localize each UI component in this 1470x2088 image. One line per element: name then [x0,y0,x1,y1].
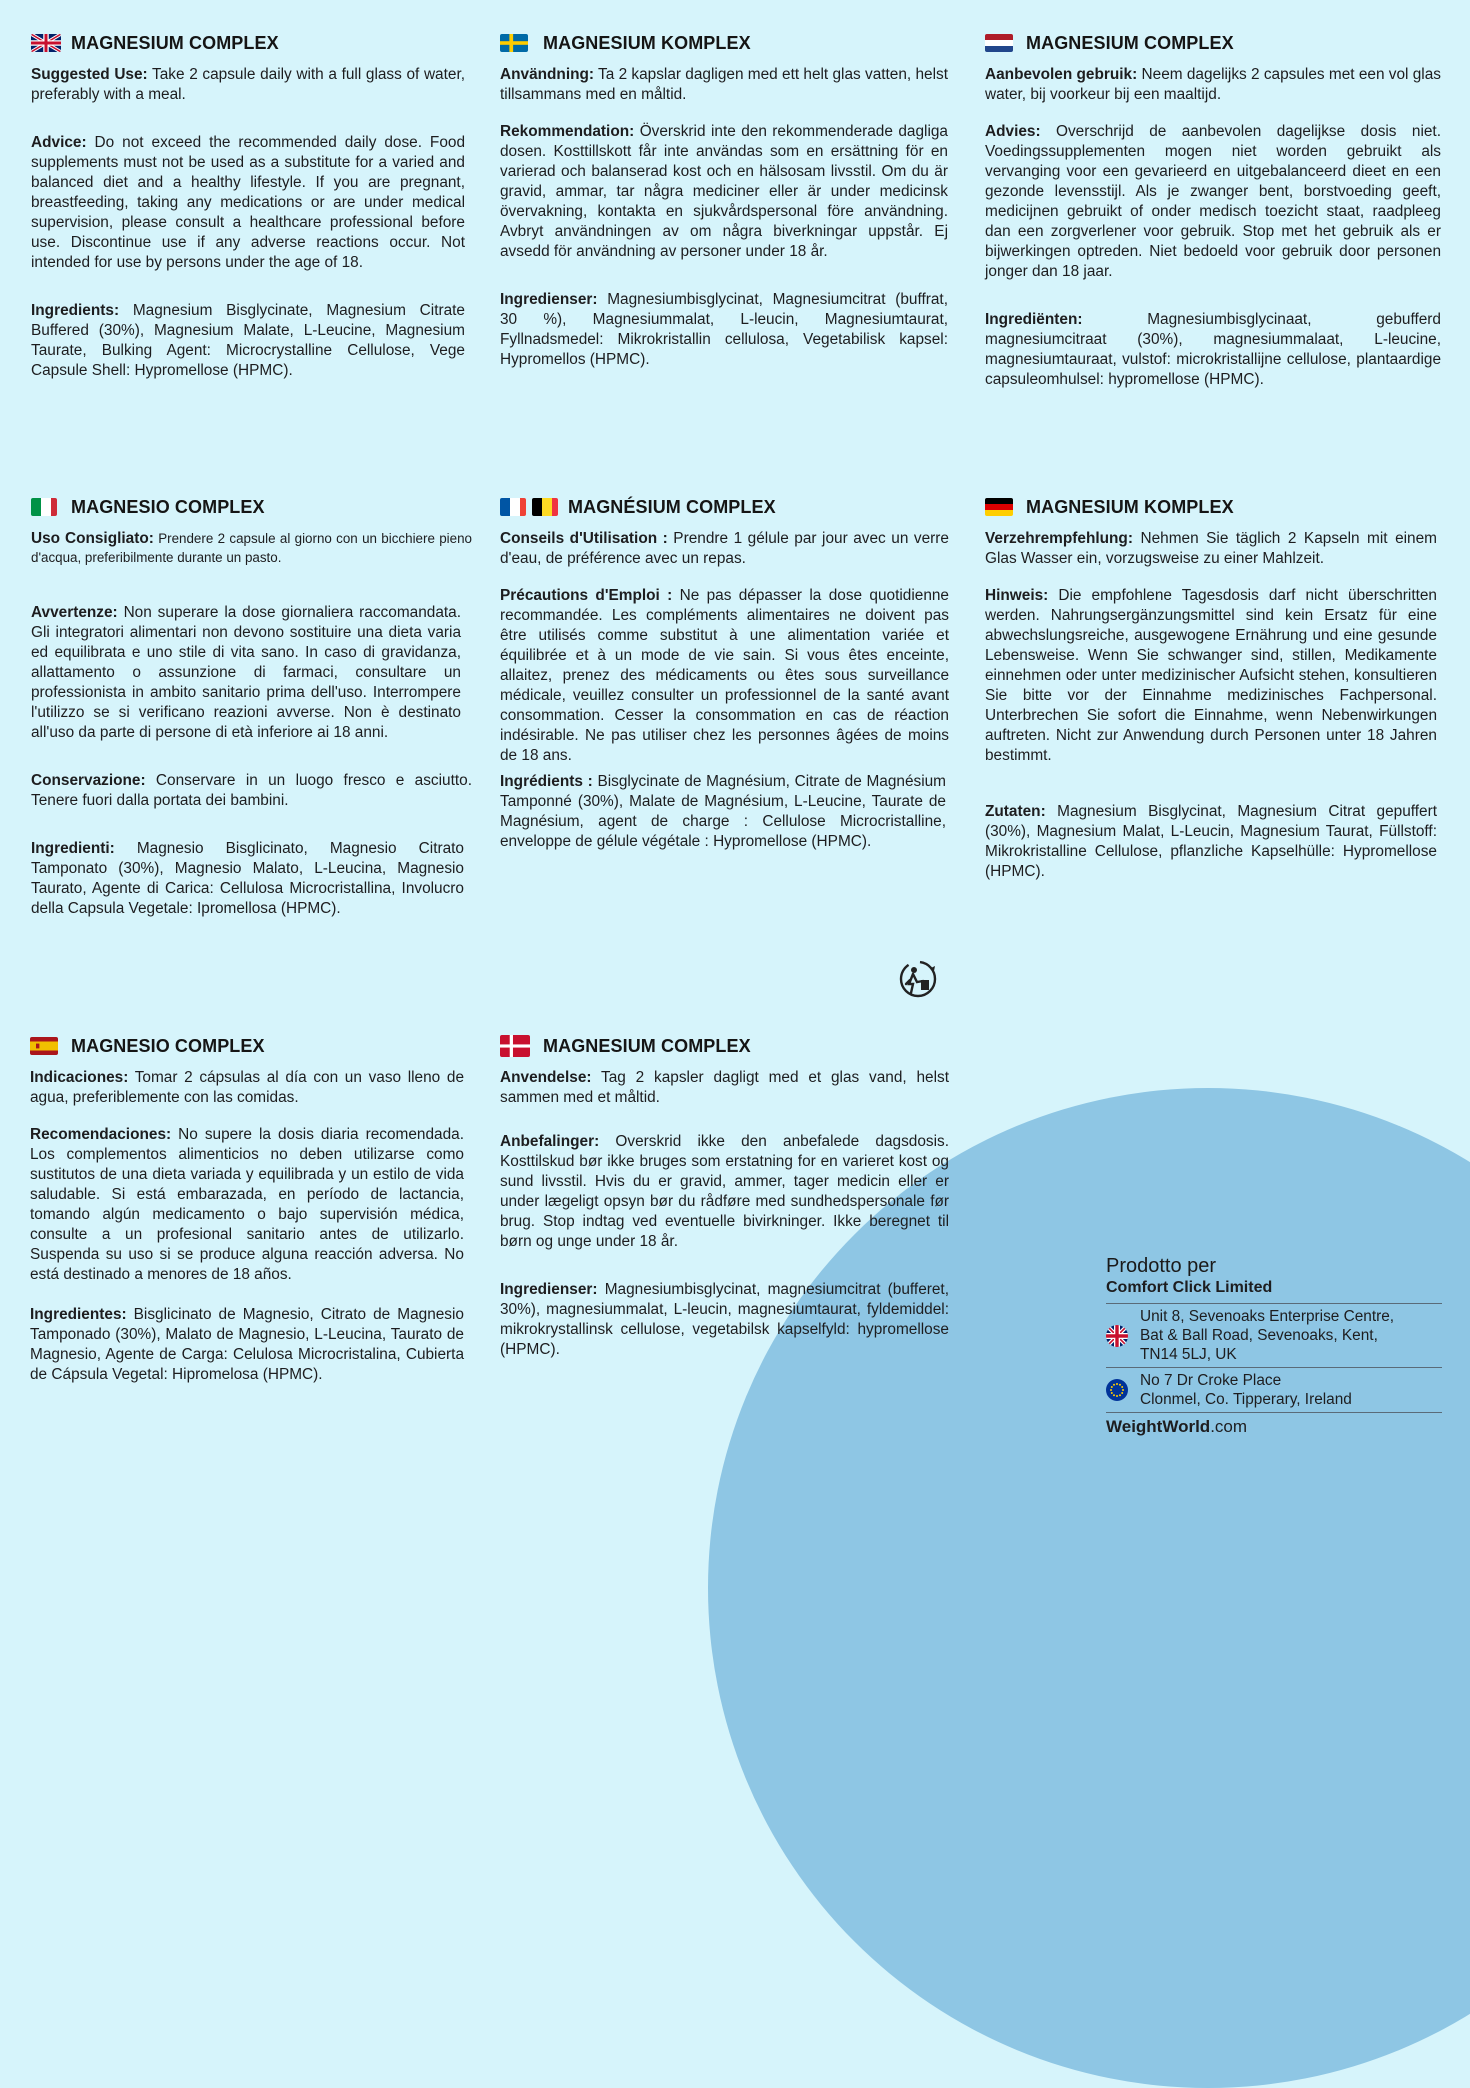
section-title: MAGNÉSIUM COMPLEX [568,496,776,517]
usage-text: Aanbevolen gebruik: Neem dagelijks 2 capsules met een vol glas water, bij voorkeur bij een maaltijd. [985,66,1441,103]
uk-address [1106,1303,1442,1367]
ingredients-text: Ingredienti: Magnesio Bisglicinato, Magnesio Citrato Tamponato (30%), Magnesio Malato, L-Leucina, Magnesio Taurato, Agente di Carica: Cellulosa Microcristallina, Involucro della Capsula Vegetale: Ipromellosa (HPMC). [31,840,464,917]
usage-text: Suggested Use: Take 2 capsule daily with a full glass of water, preferably with a meal. [31,66,466,103]
germany-flag-icon [985,498,1013,516]
section-title: MAGNESIUM COMPLEX [71,32,279,53]
manufacturer-info [1106,1254,1442,1438]
section-es [30,1032,464,1402]
section-sv [500,29,948,387]
ingredients-text: Ingredienser: Magnesiumbisglycinat, Magnesiumcitrat (buffrat, 30 %), Magnesiummalat, L-leucin, Magnesiumtaurat, Fyllnadsmedel: Mikrokristallin cellulosa, Vegetabilisk kapsel: Hypromellos (HPMC). [500,291,948,368]
sweden-flag-icon [500,34,528,52]
advice-text: Recomendaciones: No supere la dosis diaria recomendada. Los complementos alimenticios no deben utilizarse como sustitutos de una dieta variada y equilibrada y un estilo de vida saludable. Si está embarazada, en período de lactancia, tomando algún medicamento o bajo supervisión médica, consulte a un profesional sanitario antes de utilizarlo. Suspenda su uso si se produce alguna reacción adversa. No está destinado a menores de 18 años. [30,1126,464,1283]
eu-flag-icon [1106,1379,1128,1401]
usage-text: Anvendelse: Tag 2 kapsler dagligt med et glas vand, helst sammen med et måltid. [500,1069,949,1106]
brand-website: WeightWorld.com [1106,1412,1442,1438]
section-title: MAGNESIO COMPLEX [71,1035,265,1056]
uk-flag-icon [1106,1325,1128,1347]
belgium-flag-icon [532,498,558,516]
address-line: Bat & Ball Road, Sevenoaks, Kent, [1140,1327,1378,1344]
address-line: No 7 Dr Croke Place [1140,1372,1282,1389]
eu-address [1106,1367,1442,1412]
recycle-icon [897,958,939,1000]
usage-text: Användning: Ta 2 kapslar dagligen med ett helt glas vatten, helst tillsammans med en måltid. [500,66,948,103]
ingredients-text: Ingrediënten: Magnesiumbisglycinaat, gebufferd magnesiumcitraat (30%), magnesiummalaat, L-leucine, magnesiumtauraat, vulstof: microkristallijne cellulose, plantaardige capsuleomhulsel: hypromellose (HPMC). [985,311,1441,388]
ingredients-text: Ingredienser: Magnesiumbisglycinat, magnesiumcitrat (bufferet, 30%), magnesiummalat, L-leucin, magnesiumtaurat, fyldemiddel: mikrokrystallinsk cellulose, vegetabilsk kapselfyld: hypromellose (HPMC). [500,1281,949,1358]
section-it [31,493,472,936]
company-name: Comfort Click Limited [1106,1279,1273,1296]
italy-flag-icon [31,498,57,516]
storage-text: Conservazione: Conservare in un luogo fresco e asciutto. Tenere fuori dalla portata dei bambini. [31,772,472,809]
advice-text: Précautions d'Emploi : Ne pas dépasser la dose quotidienne recommandée. Les compléments alimentaires ne doivent pas être utilisés comme substitut à une alimentation variée et équilibrée et à un mode de vie sain. Si vous êtes enceinte, allaitez, prenez des médicaments ou êtes sous surveillance médicale, veuillez consulter un professionnel de la santé avant consommation. Cesser la consommation en cas de réaction indésirable. Ne pas utiliser chez les personnes âgées de moins de 18 ans. [500,587,949,764]
section-title: MAGNESIUM KOMPLEX [1026,496,1234,517]
usage-text: Indicaciones: Tomar 2 cápsulas al día con un vaso lleno de agua, preferiblemente con las comidas. [30,1069,464,1106]
usage-text: Uso Consigliato: Prendere 2 capsule al giorno con un bicchiere pieno d'acqua, preferibilmente durante un pasto. [31,530,472,565]
advice-text: Advies: Overschrijd de aanbevolen dagelijkse dosis niet. Voedingssupplementen mogen niet worden gebruikt als vervanging voor een gevarieerd en uitgebalanceerd dieet en een gezonde levensstijl. Als je zwanger bent, borstvoeding geeft, medicijnen gebruikt of onder medisch toezicht staat, raadpleeg dan een zorgverlener voor gebruik. Stop met het gebruik als er bijwerkingen optreden. Niet bedoeld voor gebruik door personen jonger dan 18 jaar. [985,123,1441,280]
ingredients-text: Ingredients: Magnesium Bisglycinate, Magnesium Citrate Buffered (30%), Magnesium Malate, L-Leucine, Magnesium Taurate, Bulking Agent: Microcrystalline Cellulose, Vege Capsule Shell: Hypromellose (HPMC). [31,302,465,379]
ingredients-text: Ingredientes: Bisglicinato de Magnesio, Citrato de Magnesio Tamponado (30%), Malato de Magnesio, L-Leucina, Taurato de Magnesio, Agente de Carga: Celulosa Microcristalina, Cubierta de Cápsula Vegetal: Hipromelosa (HPMC). [30,1306,464,1383]
advice-text: Advice: Do not exceed the recommended daily dose. Food supplements must not be used as a substitute for a varied and balanced diet and a healthy lifestyle. If you are pregnant, breastfeeding, taking any medications or are under medical supervision, please consult a healthcare professional before use. Discontinue use if any adverse reactions occur. Not intended for use by persons under the age of 18. [31,134,465,271]
usage-text: Verzehrempfehlung: Nehmen Sie täglich 2 Kapseln mit einem Glas Wasser ein, vorzugsweise zu einer Mahlzeit. [985,530,1437,567]
produced-for-label: Prodotto per [1106,1255,1217,1277]
advice-text: Hinweis: Die empfohlene Tagesdosis darf nicht überschritten werden. Nahrungsergänzungsmittel sind kein Ersatz für eine abwechslungsreiche, ausgewogene Ernährung und eine gesunde Lebensweise. Wenn Sie schwanger sind, stillen, Medikamente einnehmen oder unter medizinischer Aufsicht stehen, konsultieren Sie bitte vor der Einnahme medizinisches Fachpersonal. Unterbrechen Sie sofort die Einnahme, wenn Nebenwirkungen auftreten. Nicht zur Anwendung durch Personen unter 18 Jahren bestimmt. [985,587,1437,764]
section-en [31,29,465,398]
usage-text: Conseils d'Utilisation : Prendre 1 gélule par jour avec un verre d'eau, de préférence avec un repas. [500,530,949,567]
france-flag-icon [500,498,526,516]
section-title: MAGNESIUM COMPLEX [1026,32,1234,53]
section-title: MAGNESIO COMPLEX [71,496,265,517]
ingredients-text: Zutaten: Magnesium Bisglycinat, Magnesium Citrat gepuffert (30%), Magnesium Malat, L-Leucin, Magnesium Taurat, Füllstoff: Mikrokristalline Cellulose, pflanzliche Kapselhülle: Hypromellose (HPMC). [985,803,1437,880]
section-nl [985,29,1441,407]
denmark-flag-icon [500,1035,530,1057]
ingredients-text: Ingrédients : Bisglycinate de Magnésium, Citrate de Magnésium Tamponné (30%), Malate de Magnésium, L-Leucine, Taurate de Magnésium, agent de charge : Cellulose Microcristalline, enveloppe de gélule végétale : Hypromellose (HPMC). [500,773,947,850]
uk-flag-icon [31,34,61,52]
advice-text: Rekommendation: Överskrid inte den rekommenderade dagliga dosen. Kosttillskott får inte användas som en ersättning för en varierad och balanserad kost och en hälsosam livsstil. Om du är gravid, ammar, tar några mediciner eller är under medicinsk övervakning, kontakta en sjukvårdspersonal före användning. Avbryt användningen av om några biverkningar uppstår. Ej avsedd för användning av personer under 18 år. [500,123,948,260]
spain-flag-icon [30,1037,58,1055]
advice-text: Anbefalinger: Overskrid ikke den anbefalede dagsdosis. Kosttilskud bør ikke bruges som erstatning for en varieret kost og sund livsstil. Hvis du er gravid, ammer, tager medicin eller er under lægeligt opsyn bør du rådføre med sundhedspersonale før brug. Stop indtag ved eventuelle bivirkninger. Ikke beregnet til børn og unge under 18 år. [500,1133,949,1250]
address-line: TN14 5LJ, UK [1140,1346,1237,1363]
address-line: Unit 8, Sevenoaks Enterprise Centre, [1140,1308,1395,1325]
section-da [500,1032,949,1377]
address-line: Clonmel, Co. Tipperary, Ireland [1140,1391,1352,1408]
section-title: MAGNESIUM KOMPLEX [543,32,751,53]
section-de [985,493,1437,899]
section-title: MAGNESIUM COMPLEX [543,1035,751,1056]
advice-text: Avvertenze: Non superare la dose giornaliera raccomandata. Gli integratori alimentari non devono sostituire una dieta varia ed equilibrata e uno stile di vita sano. In caso di gravidanza, allattamento o assunzione di farmaci, consultare un professionista in ambito sanitario prima dell'uso. Interrompere l'utilizzo se si verificano reazioni avverse. Non è destinato all'uso da parte di persone di età inferiore ai 18 anni. [31,604,461,741]
netherlands-flag-icon [985,34,1013,52]
section-fr [500,493,949,869]
